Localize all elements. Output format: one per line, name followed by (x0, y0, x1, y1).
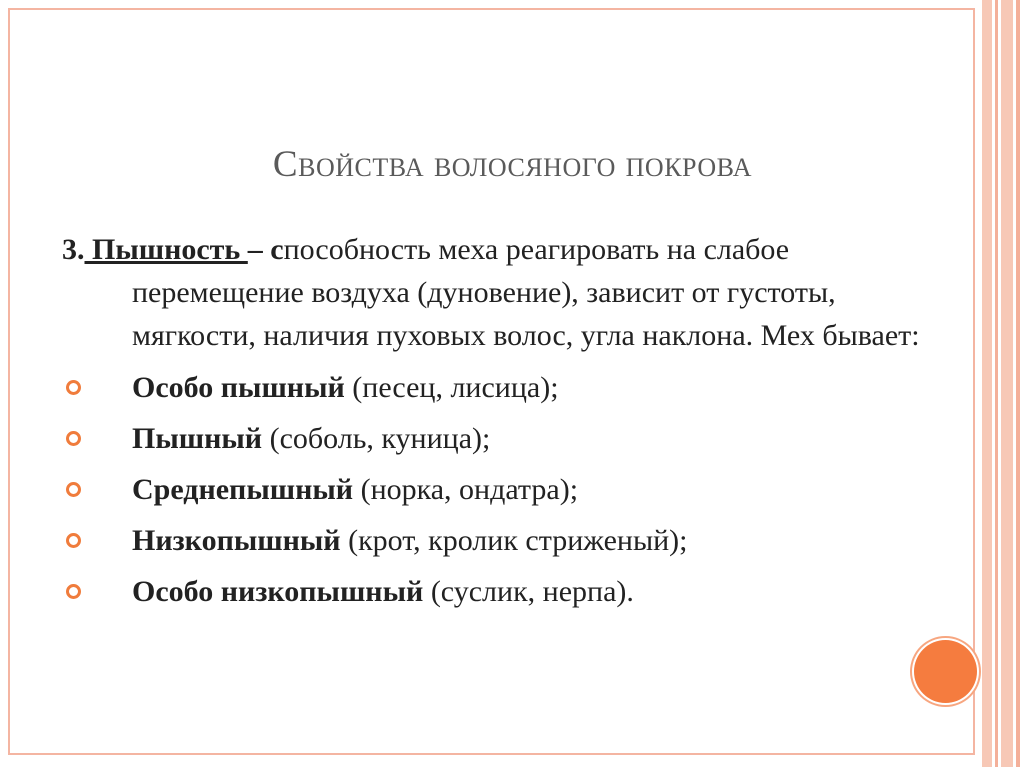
item-term: Особо пышный (132, 371, 345, 404)
decor-stripe (1016, 0, 1020, 767)
decor-stripe (995, 0, 998, 767)
fluffiness-list (62, 366, 942, 621)
item-number: 3. (62, 233, 85, 266)
list-item (62, 468, 942, 519)
item-term: Низкопышный (132, 524, 341, 557)
slide-body (62, 228, 942, 621)
term-label: Пышность (84, 233, 248, 266)
intro-paragraph (62, 228, 942, 357)
list-item (62, 519, 942, 570)
item-examples: (норка, ондатра); (353, 473, 579, 506)
item-term: Пышный (132, 422, 263, 455)
definition-text: пособность меха реагировать на слабое перемещение воздуха (дуновение), зависит от густоты, мягкости, наличия пуховых волос, угла наклона. Мех бывает: (132, 233, 920, 352)
list-item (62, 570, 942, 621)
list-item (62, 366, 942, 417)
item-term: Среднепышный (132, 473, 354, 506)
item-examples: (крот, кролик стриженый); (340, 524, 688, 557)
item-examples: (суслик, нерпа). (423, 575, 634, 608)
ring-bullet-icon (66, 380, 81, 395)
decor-stripe (982, 0, 992, 767)
ring-bullet-icon (66, 482, 81, 497)
ring-bullet-icon (66, 431, 81, 446)
item-examples: (песец, лисица); (344, 371, 559, 404)
list-item (62, 417, 942, 468)
slide-title: Свойства волосяного покрова (272, 144, 753, 185)
item-term: Особо низкопышный (132, 575, 424, 608)
ring-bullet-icon (66, 584, 81, 599)
item-examples: (соболь, куница); (262, 422, 491, 455)
decor-stripe (1001, 0, 1013, 767)
term-dash: – с (247, 233, 284, 266)
orange-circle-icon (914, 640, 977, 703)
ring-bullet-icon (66, 533, 81, 548)
